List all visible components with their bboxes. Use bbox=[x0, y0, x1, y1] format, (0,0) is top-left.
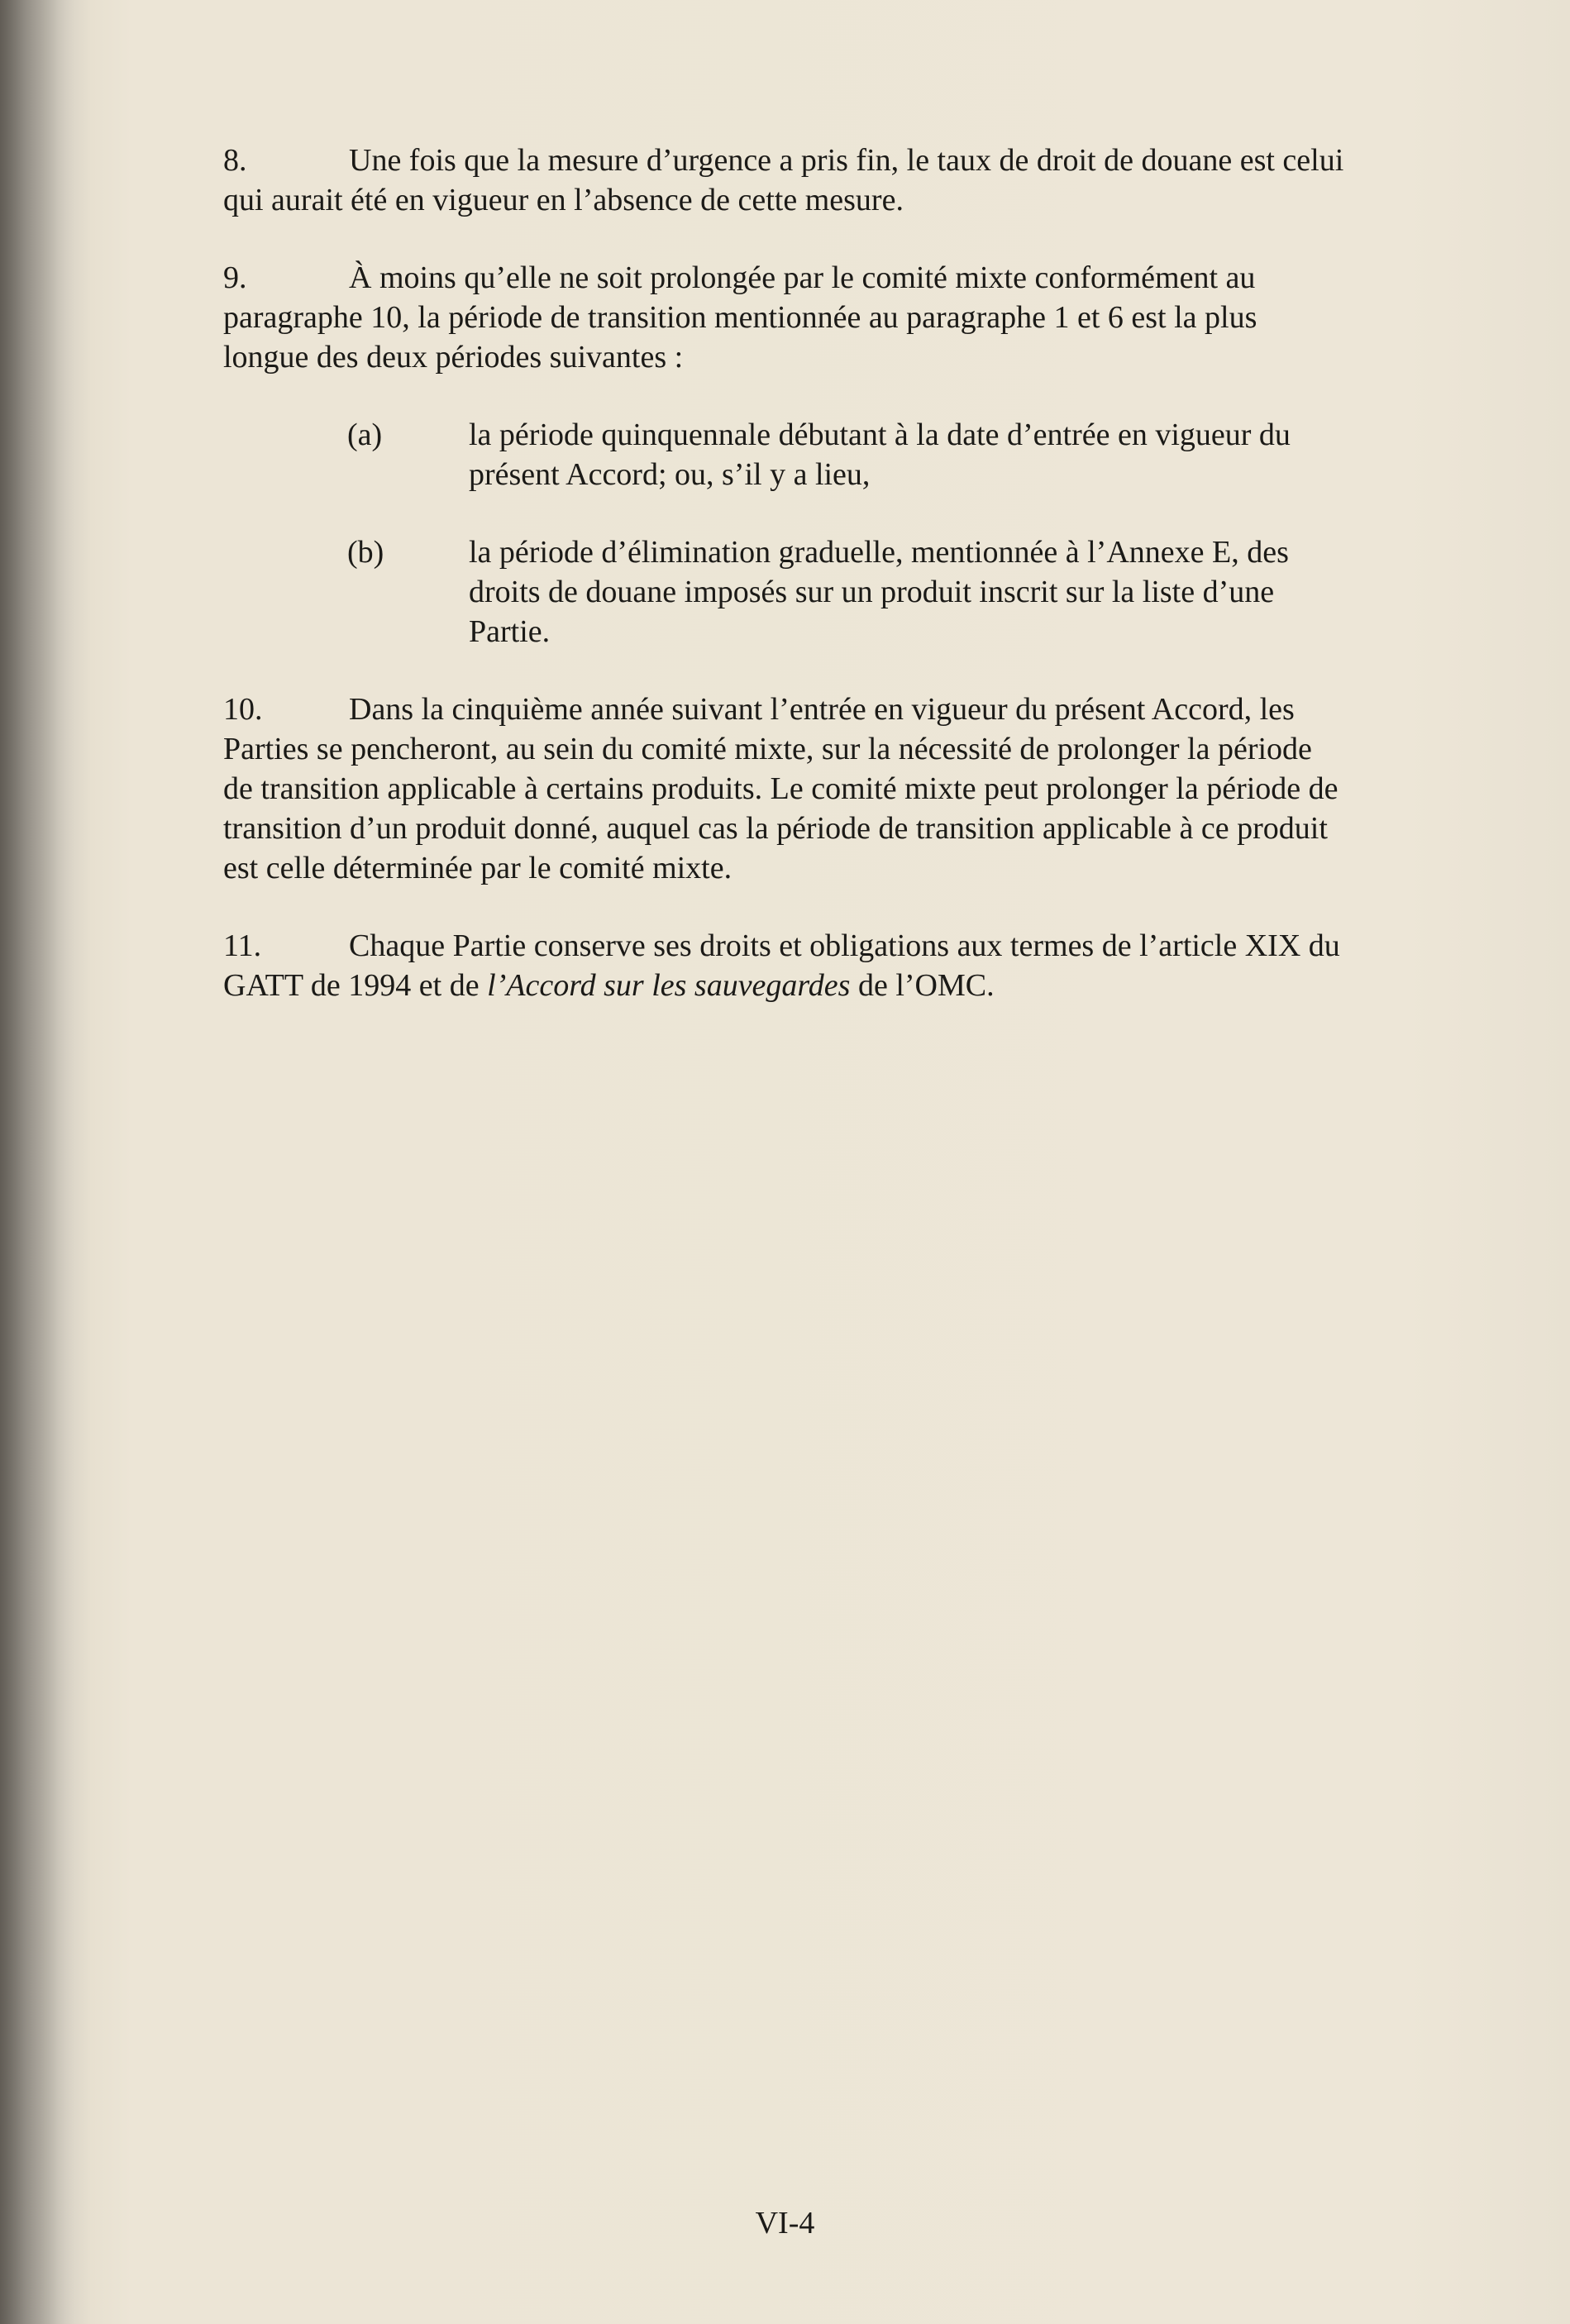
paragraph-10 bbox=[223, 690, 1348, 888]
subitem-label: (a) bbox=[347, 418, 383, 452]
paragraph-9 bbox=[223, 258, 1348, 377]
subitem-label: (b) bbox=[347, 535, 384, 570]
paragraph-text: Dans la cinquième année suivant l’entrée en vigueur du présent Accord, les Parties se pencheront, au sein du comité mixte, sur la nécessité de prolonger la période de transition applicable à certains produits. Le comité mixte peut prolonger la période de transition d’un produit donné, auquel cas la période de transition applicable à ce produit est celle déterminée par le comité mixte. bbox=[223, 692, 1339, 885]
paragraph-number: 9. bbox=[223, 260, 247, 295]
subitem-text: la période quinquennale débutant à la date d’entrée en vigueur du présent Accord; ou, s’il y a lieu, bbox=[469, 418, 1291, 492]
paragraph-number: 11. bbox=[223, 928, 262, 963]
paragraph-number: 8. bbox=[223, 143, 247, 178]
paragraph-8 bbox=[223, 141, 1348, 220]
paragraph-text-end: de l’OMC. bbox=[850, 968, 995, 1003]
subitem-b bbox=[223, 532, 1348, 651]
paragraph-11 bbox=[223, 926, 1348, 1005]
paragraph-text: Une fois que la mesure d’urgence a pris fin, le taux de droit de douane est celui qui aurait été en vigueur en l’absence de cette mesure. bbox=[223, 143, 1344, 217]
binding-shadow bbox=[0, 0, 74, 2324]
agreement-title: l’Accord sur les sauvegardes bbox=[487, 968, 851, 1003]
paragraph-text: Chaque Partie conserve ses droits et obligations aux termes de l’article XIX du GATT de 1994 et de bbox=[223, 928, 1340, 1003]
subitem-a bbox=[223, 415, 1348, 494]
page-number: VI-4 bbox=[755, 2206, 815, 2240]
paragraph-number: 10. bbox=[223, 692, 263, 727]
paragraph-text: À moins qu’elle ne soit prolongée par le comité mixte conformément au paragraphe 10, la période de transition mentionnée au paragraphe 1 et 6 est la plus longue des deux périodes suivantes : bbox=[223, 260, 1257, 375]
page-body bbox=[223, 141, 1348, 1043]
subitem-text: la période d’élimination graduelle, mentionnée à l’Annexe E, des droits de douane imposés sur un produit inscrit sur la liste d’une Partie. bbox=[469, 535, 1289, 649]
